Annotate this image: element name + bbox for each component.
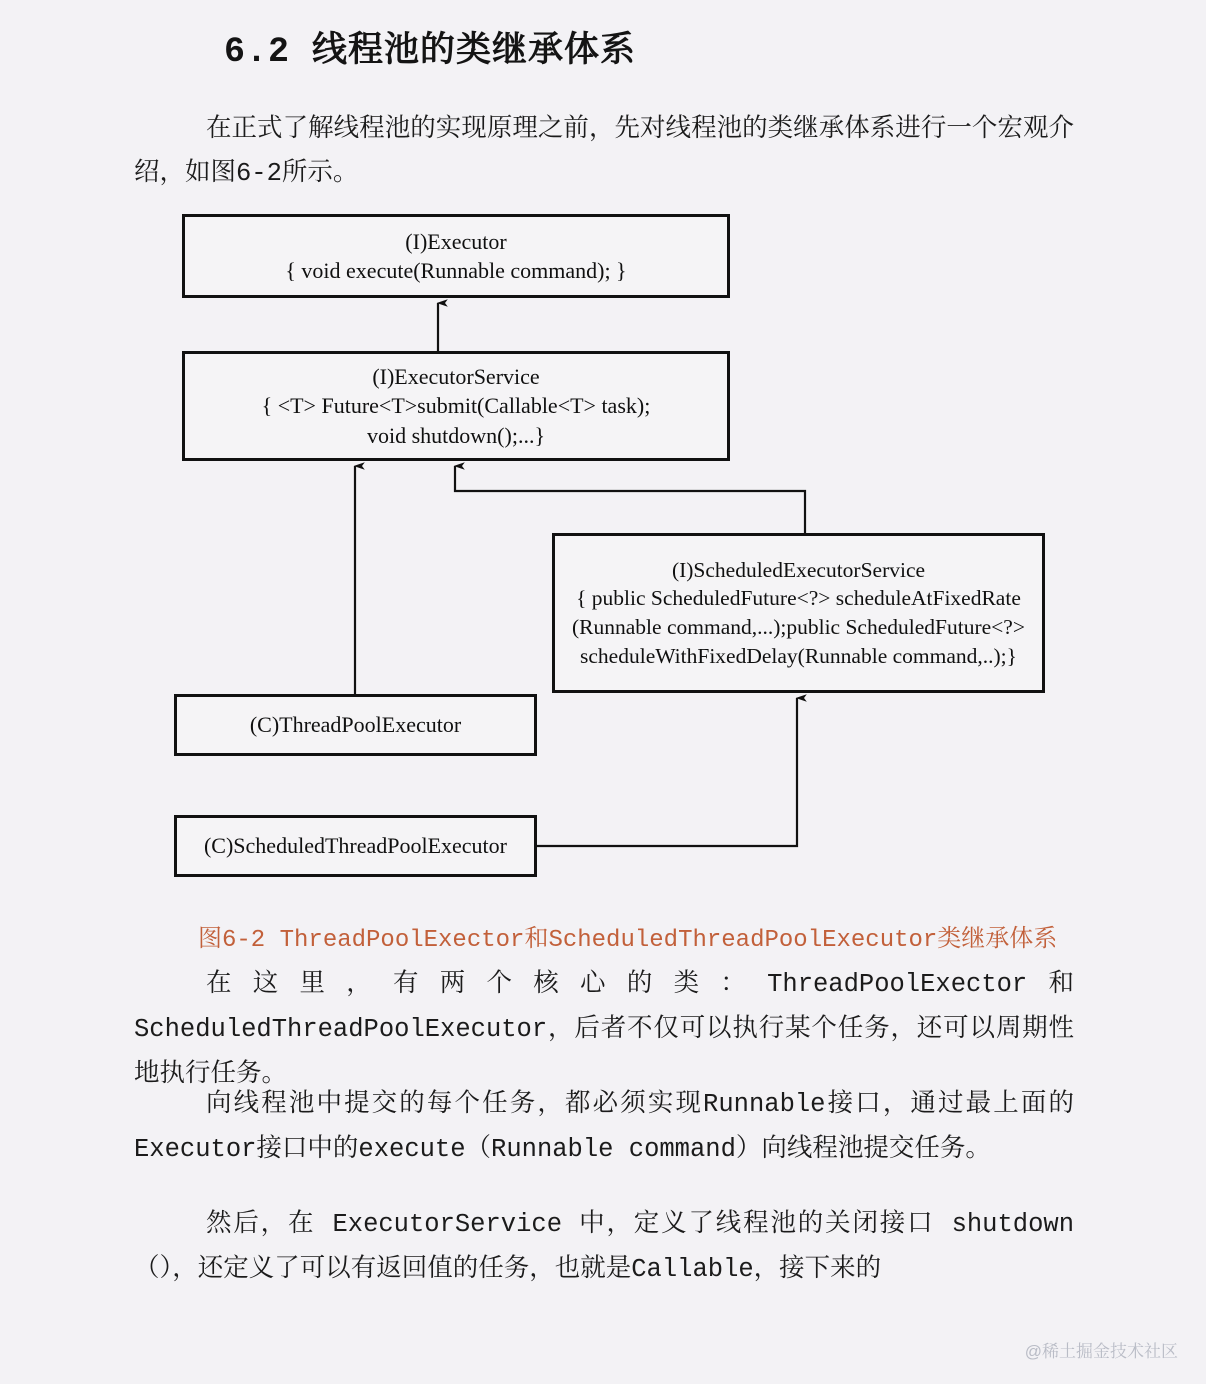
uml-box-scheduled-executor-service-title: (I)ScheduledExecutorService — [671, 557, 926, 582]
uml-box-scheduled-thread-pool-executor — [174, 815, 537, 877]
body-paragraph-3: 然后，在 ExecutorService 中，定义了线程池的关闭接口 shutdown（），还定义了可以有返回值的任务，也就是Callable，接下来的 — [134, 1210, 1074, 1284]
uml-box-thread-pool-executor — [174, 694, 537, 756]
uml-box-executor-line2: { void execute(Runnable command); } — [285, 258, 627, 283]
edge-scheduledexecutorservice-to-executorservice — [455, 466, 805, 533]
body-paragraph-1: 在这里，有两个核心的类：ThreadPoolExector和ScheduledThreadPoolExecutor，后者不仅可以执行某个任务，还可以周期性地执行任务。 — [134, 970, 1074, 1089]
body-paragraph-2: 向线程池中提交的每个任务，都必须实现Runnable接口，通过最上面的Executor接口中的execute（Runnable command）向线程池提交任务。 — [134, 1090, 1074, 1164]
uml-box-executor-service-title: (I)ExecutorService — [372, 364, 540, 390]
uml-box-scheduled-executor-service — [552, 533, 1045, 693]
edge-scheduledthreadpoolexecutor-to-scheduledexecutorservice — [537, 698, 797, 846]
uml-box-executor-title: (I)Executor — [405, 228, 507, 254]
uml-box-executor-service-line2: { <T> Future<T>submit(Callable<T> task); — [261, 393, 651, 419]
watermark: @稀土掘金技术社区 — [1024, 1342, 1178, 1361]
uml-box-executor-service — [182, 351, 730, 461]
uml-box-scheduled-thread-pool-executor-title: (C)ScheduledThreadPoolExecutor — [203, 833, 507, 859]
intro-paragraph: 在正式了解线程池的实现原理之前，先对线程池的类继承体系进行一个宏观介绍，如图6-2所示。 — [134, 115, 1074, 188]
page-title: 6.2 线程池的类继承体系 — [224, 32, 637, 72]
uml-box-scheduled-executor-service-line2: { public ScheduledFuture<?> scheduleAtFixedRate — [576, 586, 1021, 611]
uml-box-executor-service-line3: void shutdown();...} — [367, 422, 545, 448]
uml-box-thread-pool-executor-title: (C)ThreadPoolExecutor — [249, 712, 462, 738]
figure-caption: 图6-2 ThreadPoolExector和ScheduledThreadPoolExecutor类继承体系 — [198, 927, 1058, 954]
uml-box-scheduled-executor-service-line4: scheduleWithFixedDelay(Runnable command,..);} — [580, 643, 1017, 668]
uml-box-scheduled-executor-service-line3: (Runnable command,...);public ScheduledFuture<?> — [572, 615, 1025, 639]
uml-box-executor — [182, 214, 730, 298]
